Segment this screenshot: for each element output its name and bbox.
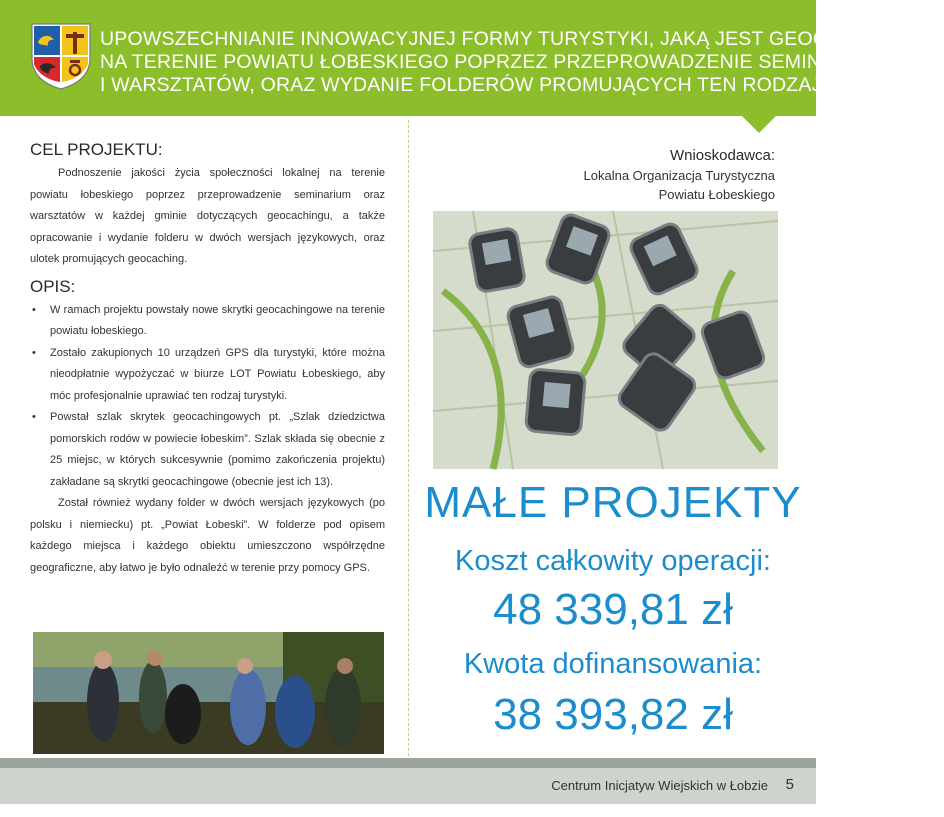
coat-of-arms-icon: [30, 22, 92, 90]
gps-devices-photo: [433, 211, 778, 469]
list-item: [30, 300, 385, 343]
list-item-text: Zostało zakupionych 10 urządzeń GPS dla turystyki, które można nieodpłatnie wypożyczać w biurze LOT Powiatu Łobeskiego, aby móc profesjonalnie uprawiać ten rodzaj turystyki.: [50, 346, 385, 402]
banner-notch: [742, 116, 776, 133]
applicant-block: [430, 146, 775, 204]
column-divider: [408, 120, 409, 756]
left-column: [30, 140, 385, 579]
list-item-text: W ramach projektu powstały nowe skrytki geocachingowe na terenie powiatu łobeskiego.: [50, 303, 385, 337]
header-banner: [0, 0, 944, 116]
applicant-label: Wnioskodawca:: [669, 147, 775, 164]
goal-text: Podnoszenie jakości życia społeczności lokalnej na terenie powiatu łobeskiego poprzez przeprowadzenie seminarium oraz warsztatów w każdej gminie dotyczących geocachingu, a także opracowanie i wydanie folderu w dwóch wersjach językowych, oraz ulotek promujących geocaching.: [30, 167, 385, 265]
group-photo: [33, 632, 384, 754]
description-heading: OPIS:: [30, 276, 76, 296]
total-cost-label: Koszt całkowity operacji:: [455, 545, 771, 577]
closing-text: Został również wydany folder w dwóch wersjach językowych (po polsku i niemiecku) pt. „Powiat Łobeski”. W folderze pod opisem każdego miejsca i każdego obiektu umieszczono współrzędne geograficzne, aby łatwo je było odnaleźć w terenie przy pomocy GPS.: [30, 497, 385, 574]
description-list: [30, 300, 385, 494]
footer-org: Centrum Inicjatyw Wiejskich w Łobzie: [551, 778, 768, 793]
total-cost-value: 48 339,81 zł: [493, 585, 733, 634]
bullet-icon: •: [32, 303, 36, 316]
list-item-text: Powstał szlak skrytek geocachingowych pt. „Szlak dziedzictwa pomorskich rodów w powiecie łobeskim”. Szlak składa się obecnie z 25 miejsc, w których sukcesywnie (pomimo zakończenia projektu) zakładane są skrytki geocachingowe (obecnie jest ich 13).: [50, 411, 385, 488]
list-item: [30, 343, 385, 408]
right-column: [430, 146, 775, 204]
page-number: 5: [785, 776, 794, 793]
gps-devices-image: [433, 211, 778, 469]
footer-stripe: [0, 758, 816, 768]
applicant-org-line: Powiatu Łobeskiego: [658, 187, 775, 202]
goal-heading: CEL PROJEKTU:: [30, 140, 163, 159]
project-title-line: UPOWSZECHNIANIE INNOWACYJNEJ FORMY TURYSTYKI, JAKĄ JEST GEOCACHING,: [100, 28, 910, 50]
grant-label: Kwota dofinansowania:: [463, 648, 763, 680]
bullet-icon: •: [32, 411, 36, 423]
applicant-org-line: Lokalna Organizacja Turystyczna: [583, 168, 775, 183]
bullet-icon: •: [32, 346, 36, 359]
project-title-line: NA TERENIE POWIATU ŁOBESKIEGO POPRZEZ PRZEPROWADZENIE SEMINARIUM: [100, 51, 885, 73]
grant-value: 38 393,82 zł: [493, 690, 733, 739]
program-name: MAŁE PROJEKTY: [424, 478, 802, 527]
project-title-line: I WARSZTATÓW, ORAZ WYDANIE FOLDERÓW PROMUJĄCYCH TEN RODZAJ TURYSTYKI”: [100, 74, 944, 96]
project-title: [100, 28, 944, 97]
list-item: [30, 407, 385, 493]
group-photo-image: [33, 632, 384, 754]
